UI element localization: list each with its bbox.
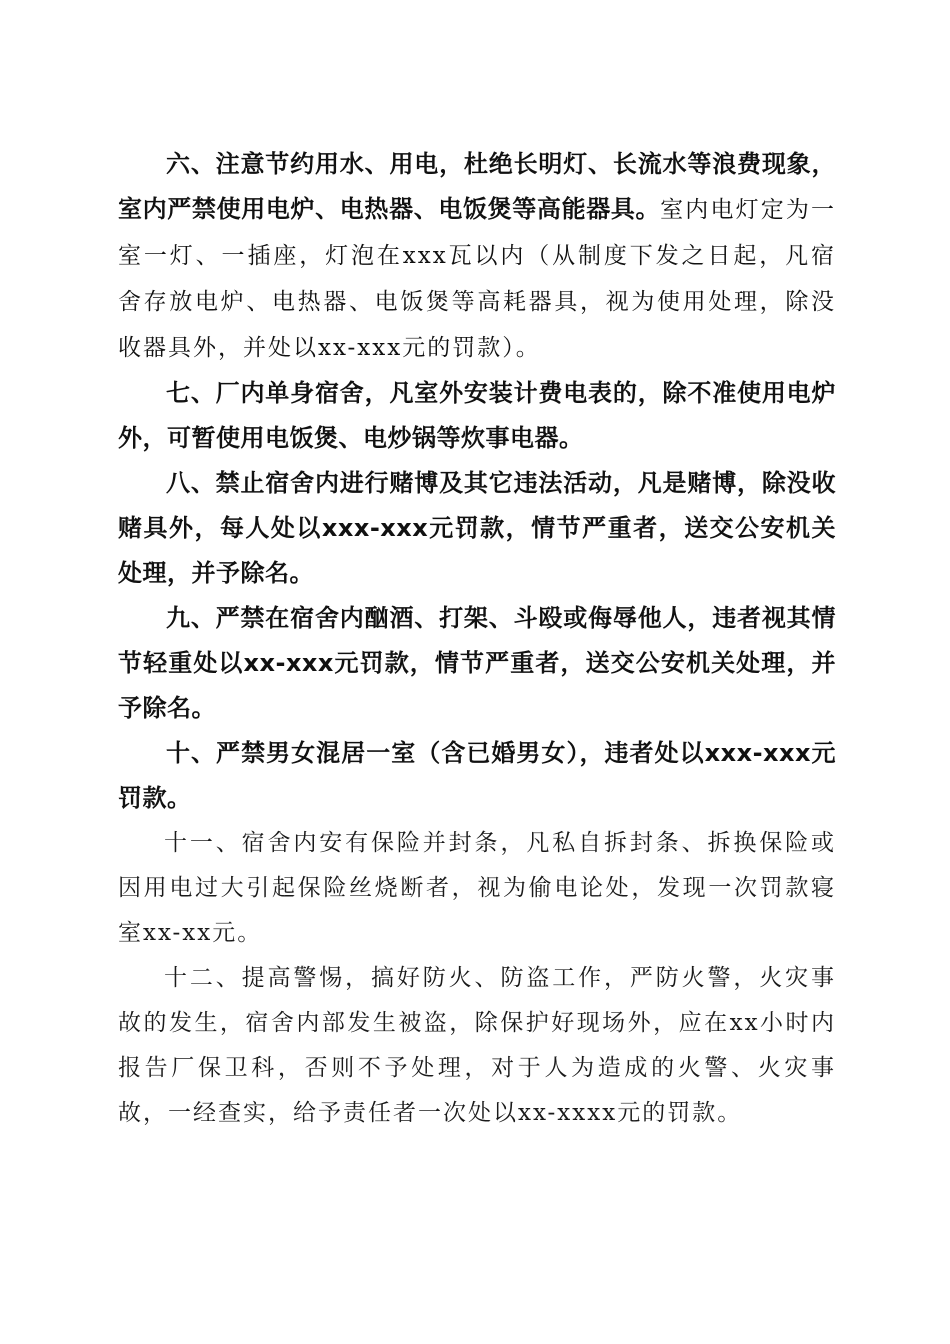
paragraph-7: 七、厂内单身宿舍，凡室外安装计费电表的，除不准使用电炉外，可暂使用电饭煲、电炒锅等炊事电器。 [118,379,836,452]
paragraph-9: 九、严禁在宿舍内酗酒、打架、斗殴或侮辱他人，违者视其情节轻重处以xx-xxx元罚款，情节严重者，送交公安机关处理，并予除名。 [118,604,836,722]
paragraph-6 [118,142,836,371]
paragraph-11: 十一、宿舍内安有保险并封条，凡私自拆封条、拆换保险或因用电过大引起保险丝烧断者，视为偷电论处，发现一次罚款寝室xx-xx元。 [118,830,836,946]
paragraph-8: 八、禁止宿舍内进行赌博及其它违法活动，凡是赌博，除没收赌具外，每人处以xxx-xxx元罚款，情节严重者，送交公安机关处理，并予除名。 [118,469,836,587]
paragraph-6-regular-run: 室内电灯定为一室一灯、一插座，灯泡在xxx瓦以内（从制度下发之日起，凡宿舍存放电炉、电热器、电饭煲等高耗器具，视为使用处理，除没收器具外，并处以xx-xxx元的罚款）。 [118,197,837,361]
paragraph-10: 十、严禁男女混居一室（含已婚男女），违者处以xxx-xxx元罚款。 [118,739,836,812]
document-body [118,142,836,1136]
paragraph-12: 十二、提高警惕，搞好防火、防盗工作，严防火警，火灾事故的发生，宿舍内部发生被盗，除保护好现场外，应在xx小时内报告厂保卫科，否则不予处理，对于人为造成的火警、火灾事故，一经查实，给予责任者一次处以xx-xxxx元的罚款。 [118,965,836,1126]
paragraph-6-bold-run: 六、注意节约用水、用电，杜绝长明灯、长流水等浪费现象，室内严禁使用电炉、电热器、电饭煲等高能器具。 [118,150,836,223]
